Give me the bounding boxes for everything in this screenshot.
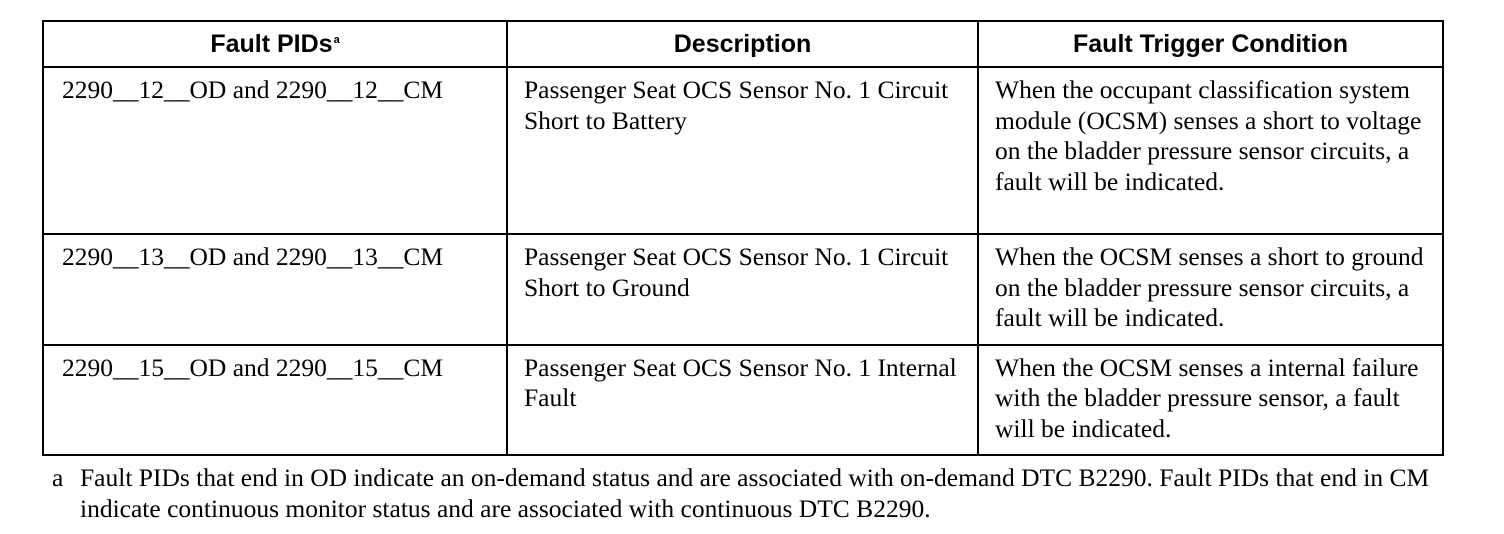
description-cell: Passenger Seat OCS Sensor No. 1 Internal Fault	[507, 345, 978, 456]
footnote-ref: a	[333, 33, 340, 46]
condition-cell: When the OCSM senses a short to ground on the bladder pressure sensor circuits, a fault will be indicated.	[978, 234, 1443, 345]
footnote-text: Fault PIDs that end in OD indicate an on-demand status and are associated with on-demand DTC B2290. Fault PIDs that end in CM indicate continuous monitor status and are associated with continuous DTC B2290.	[80, 463, 1430, 523]
fault-pid-table	[42, 20, 1444, 456]
header-fault-trigger-condition: Fault Trigger Condition	[978, 21, 1443, 67]
table-row	[43, 234, 1443, 345]
fault-pid-cell: 2290__12__OD and 2290__12__CM	[43, 67, 507, 234]
fault-pid-cell: 2290__13__OD and 2290__13__CM	[43, 234, 507, 345]
header-description: Description	[507, 21, 978, 67]
footnote-mark: a	[52, 463, 64, 492]
table-header-row	[43, 21, 1443, 67]
header-fault-pids-label: Fault PIDs	[210, 29, 333, 58]
condition-cell: When the OCSM senses a internal failure with the bladder pressure sensor, a fault will be indicated.	[978, 345, 1443, 456]
table-row	[43, 67, 1443, 234]
description-cell: Passenger Seat OCS Sensor No. 1 Circuit Short to Ground	[507, 234, 978, 345]
description-cell: Passenger Seat OCS Sensor No. 1 Circuit Short to Battery	[507, 67, 978, 234]
condition-cell: When the occupant classification system module (OCSM) senses a short to voltage on the bladder pressure sensor circuits, a fault will be indicated.	[978, 67, 1443, 234]
table-row	[43, 345, 1443, 456]
fault-pid-cell: 2290__15__OD and 2290__15__CM	[43, 345, 507, 456]
table-footnote	[48, 463, 1468, 524]
header-fault-pids	[43, 21, 507, 67]
